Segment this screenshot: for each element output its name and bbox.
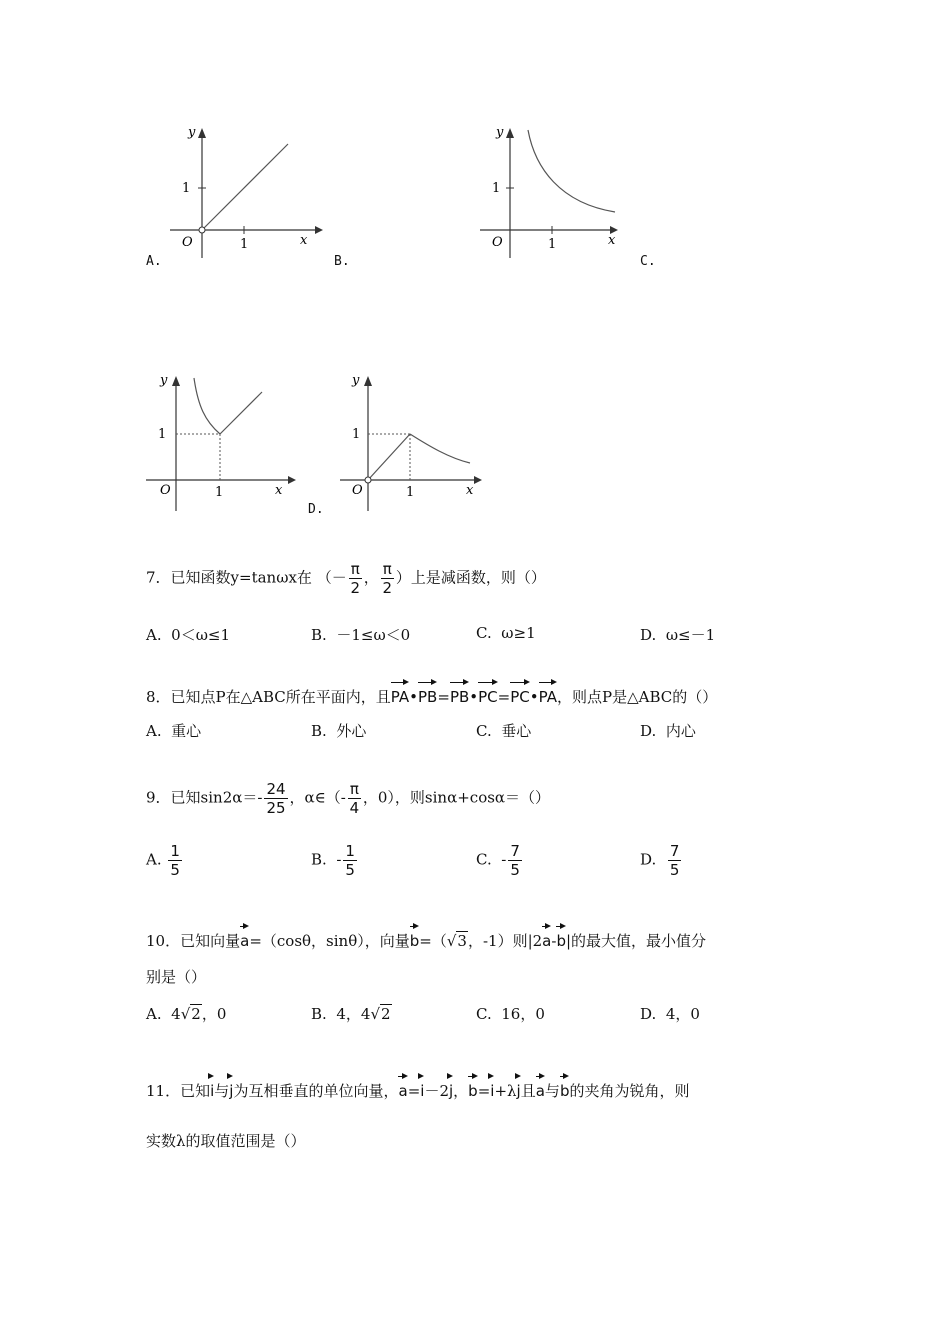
fraction-pi-over-2: $\frac{\pi}{2}$ xyxy=(350,560,361,597)
graph-a-svg xyxy=(160,118,330,258)
x-label: x xyxy=(608,233,616,248)
question-11-line-2: 实数λ的取值范围是（） xyxy=(146,1132,306,1150)
curve-right xyxy=(410,434,470,463)
question-10: 10．已知向量a=（cosθ，sinθ），向量b=（√3，-1）则|2a-b|的最大值，最小值分 xyxy=(146,924,706,952)
origin-label: O xyxy=(492,235,503,250)
vector-pb: PB xyxy=(418,680,437,708)
question-8: 8．已知点P在△ABC所在平面内，且PA•PB=PB•PC=PC•PA，则点P是△ABC的（） xyxy=(146,680,717,708)
graph-d-svg xyxy=(334,366,494,516)
y-arrow xyxy=(506,128,514,138)
y-label: y xyxy=(188,125,196,140)
y-label: y xyxy=(496,125,504,140)
q7-option-b: B. －1≤ω＜0 xyxy=(311,626,411,644)
y-arrow xyxy=(198,128,206,138)
vector-pc: PC xyxy=(478,680,498,708)
q9-option-c: C. - $\frac{7}{5}$ xyxy=(476,842,520,879)
q8-option-a: A. 重心 xyxy=(146,722,202,740)
q8-option-c: C. 垂心 xyxy=(476,722,532,740)
tick-1-x: 1 xyxy=(215,485,224,500)
fraction-pi-over-2: $\frac{\pi}{2}$ xyxy=(382,560,393,597)
fraction-pi-over-4: $\frac{\pi}{4}$ xyxy=(349,780,360,817)
q10-option-c: C. 16，0 xyxy=(476,1005,545,1023)
question-text: 已知函数y=tanωx在 xyxy=(170,568,312,587)
vector-a: a xyxy=(398,1074,407,1102)
x-arrow xyxy=(474,476,482,484)
sqrt-3: √3 xyxy=(446,932,467,950)
question-9: 9．已知sin2α＝- $\frac{24}{25}$ ，α∈（- $\frac{\pi}{4}$ ，0），则sinα+cosα＝（） xyxy=(146,780,551,817)
origin-label: O xyxy=(182,235,193,250)
y-arrow xyxy=(172,376,180,386)
question-number: 7． xyxy=(146,568,171,587)
curve-1-over-x xyxy=(528,130,615,212)
q9-option-b: B. - $\frac{1}{5}$ xyxy=(311,842,355,879)
graph-c-svg xyxy=(140,366,300,516)
x-label: x xyxy=(300,233,308,248)
x-label: x xyxy=(466,483,474,498)
vector-a: a xyxy=(542,924,551,952)
y-label: y xyxy=(352,373,360,388)
q7-option-d: D. ω≤－1 xyxy=(640,626,716,644)
tick-1-y: 1 xyxy=(158,427,167,442)
x-arrow xyxy=(288,476,296,484)
vector-b: b xyxy=(560,1074,570,1102)
graph-d xyxy=(334,366,494,520)
q9-option-d: D. $\frac{7}{5}$ xyxy=(640,842,680,879)
question-10-line-2: 别是（） xyxy=(146,968,207,986)
vector-b: b xyxy=(556,924,566,952)
tick-1-x: 1 xyxy=(548,237,557,252)
option-c-label: C. xyxy=(640,254,656,269)
y-arrow xyxy=(364,376,372,386)
vector-j: j xyxy=(449,1074,453,1102)
origin-label: O xyxy=(160,483,171,498)
option-b-label: B. xyxy=(334,254,350,269)
x-arrow xyxy=(315,226,323,234)
line-y-eq-x xyxy=(202,144,288,230)
line-right xyxy=(220,392,262,434)
vector-i: i xyxy=(210,1074,214,1102)
open-circle xyxy=(199,227,205,233)
q7-option-a: A. 0＜ω≤1 xyxy=(146,626,231,644)
graph-b xyxy=(470,118,640,262)
tick-1-y: 1 xyxy=(182,181,191,196)
curve-left xyxy=(194,378,220,434)
graph-c xyxy=(140,366,300,520)
tick-1-y: 1 xyxy=(352,427,361,442)
graph-b-svg xyxy=(470,118,640,258)
origin-label: O xyxy=(352,483,363,498)
vector-b: b xyxy=(468,1074,478,1102)
tick-1-x: 1 xyxy=(240,237,249,252)
q9-option-a: A. $\frac{1}{5}$ xyxy=(146,842,180,879)
vector-pb: PB xyxy=(450,680,469,708)
fraction-24-25: $\frac{24}{25}$ xyxy=(266,780,286,817)
vector-a: a xyxy=(240,924,249,952)
q10-option-d: D. 4，0 xyxy=(640,1005,700,1023)
question-11: 11．已知i与j为互相垂直的单位向量，a=i－2j，b=i+λj且a与b的夹角为锐角，则 xyxy=(146,1074,689,1102)
q10-option-b: B. 4，4√2 xyxy=(311,1005,391,1023)
vector-j: j xyxy=(229,1074,233,1102)
vector-a: a xyxy=(536,1074,545,1102)
vector-pc: PC xyxy=(510,680,530,708)
vector-j: j xyxy=(517,1074,521,1102)
open-circle xyxy=(365,477,371,483)
vector-b: b xyxy=(410,924,420,952)
q7-option-c: C. ω≥1 xyxy=(476,624,536,642)
q10-option-a: A. 4√2，0 xyxy=(146,1005,227,1023)
vector-i: i xyxy=(420,1074,424,1102)
graph-a xyxy=(160,118,330,262)
q8-option-d: D. 内心 xyxy=(640,722,696,740)
option-d-label: D. xyxy=(308,502,324,517)
x-label: x xyxy=(275,483,283,498)
vector-pa: PA xyxy=(391,680,409,708)
line-left xyxy=(368,434,410,480)
y-label: y xyxy=(160,373,168,388)
tick-1-y: 1 xyxy=(492,181,501,196)
option-a-label: A. xyxy=(146,254,162,269)
q8-option-b: B. 外心 xyxy=(311,722,367,740)
question-7: 7．已知函数y=tanωx在 （－ $\frac{\pi}{2}$ ， $\frac{\pi}{2}$ ）上是减函数，则（） xyxy=(146,560,546,597)
vector-pa: PA xyxy=(539,680,557,708)
vector-i: i xyxy=(490,1074,494,1102)
tick-1-x: 1 xyxy=(406,485,415,500)
